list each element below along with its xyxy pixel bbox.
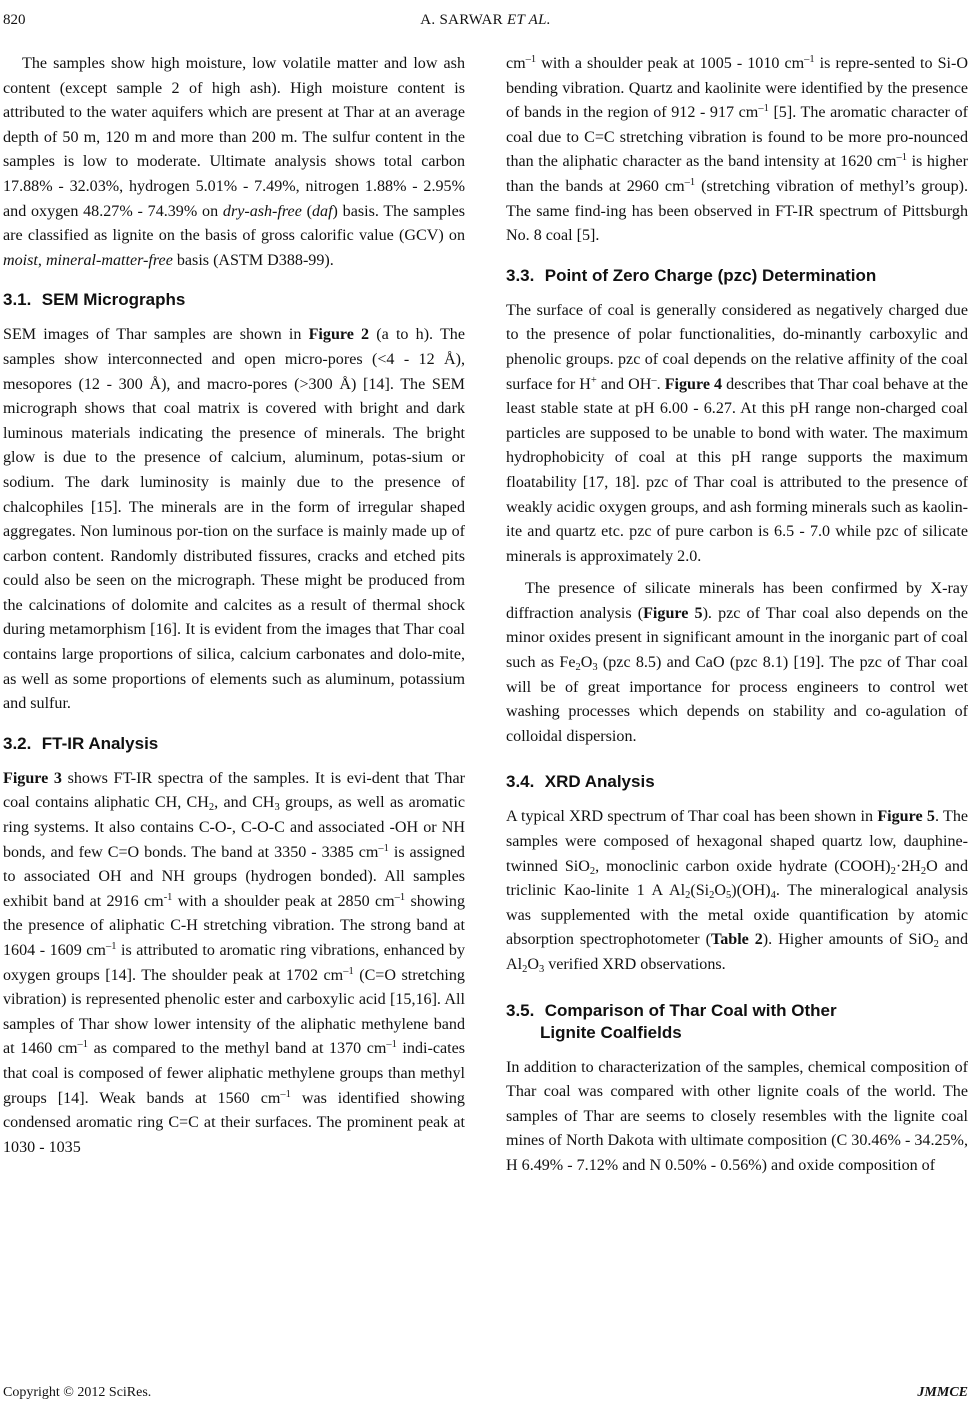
paragraph-ftir: Figure 3 shows FT-IR spectra of the samples. It is evi-dent that Thar coal contains aliphatic CH, $CH_2$, and $CH_3$ groups, as well as aromatic ring systems. It also contains C-O-, C-O-C and associated -OH or NH bonds, and few C=O bonds. The band at 3350 - 3385 $cm^{-1}$ is assigned to associated OH and NH groups (hydrogen bonded). All samples exhibit band at 2916 $cm^{-1}$ with a shoulder peak at 2850 $cm^{-1}$ showing the presence of aliphatic C-H stretching vibration. The strong band at 1604 - 1609 $cm^{-1}$ is attributed to aromatic ring vibrations, enhanced by oxygen groups [14]. The shoulder peak at 1702 $cm^{-1}$ (C=O stretching vibration) is represented phenolic ester and carboxylic acid [15,16]. All samples of Thar show lower intensity of the aliphatic methylene band at 1460 $cm^{-1}$ as compared to the methyl band at 1370 $cm^{-1}$ indi-cates that coal is composed of fewer aliphatic methylene groups than methyl groups [14]. Weak bands at 1560 $cm^{-1}$ was identified showing condensed aromatic ring C=C at their surfaces. The prominent peak at 1030 - 1035: [3, 769, 466, 1156]
section-heading-3-5: 3.5. Comparison of Thar Coal with Other Lignite Coalfields: [506, 1000, 837, 1042]
paragraph-xrd: A typical XRD spectrum of Thar coal has been shown in Figure 5. The samples were composed of hexagonal shaped quartz low, dauphine-twinned SiO$_2$, monoclinic carbon oxide hydrate $(COOH)_2\cdot 2H_2O$ and triclinic Kao-linite 1 A $Al_2(Si_2O_5)(OH)_4$. The mineralogical analysis was supplemented with the metal oxide quantification by atomic absorption spectrophotometer (Table 2). Higher amounts of SiO$_2$ and $Al_2O_3$ verified XRD observations.: [506, 808, 969, 975]
left-column: [3, 52, 465, 1160]
section-heading-3-3: 3.3. Point of Zero Charge (pzc) Determination: [506, 265, 877, 285]
figure-ref[interactable]: Figure 5: [877, 808, 935, 826]
right-column: [506, 52, 968, 1179]
journal-name: JMMCE: [917, 1385, 968, 1400]
paragraph-pzc-1: The surface of coal is generally considered as negatively charged due to the presence of polar functionalities, do-minantly carboxylic and phenolic groups. pzc of coal depends on the relative affinity of the coal surface for H+ and OH–. Figure 4 describes that Thar coal behave at the least stable state at pH 6.00 - 6.27. At this pH range non-charged coal particles are supposed to be unable to bond with water. The maximum hydrophobicity of coal at this pH range supports the maximum floatability [17, 18]. pzc of Thar coal is attributed to the presence of weakly acidic oxygen groups, and ash forming minerals such as kaolin-ite and quartz etc. pzc of pure carbon is 6.5 - 7.0 while pzc of silicate minerals is approximately 2.0.: [506, 301, 969, 565]
figure-ref[interactable]: Figure 4: [664, 375, 723, 393]
figure-ref[interactable]: Figure 2: [308, 326, 370, 344]
table-ref[interactable]: Table 2: [710, 931, 763, 949]
section-heading-3-2: 3.2. FT-IR Analysis: [3, 733, 159, 753]
paragraph-ftir-continued: $cm^{-1}$ with a shoulder peak at 1005 - 1010 $cm^{-1}$ is repre-sented to Si-O bending vibration. Quartz and kaolinite were identified by the presence of bands in the region of 912 - 917 $cm^{-1}$ [5]. The aromatic character of coal due to C=C stretching vibration is found to be more pro-nounced than the aliphatic character as the band intensity at 1620 $cm^{-1}$ is higher than the bands at 2960 $cm^{-1}$ (stretching vibration of methyl’s group). The same find-ing has been observed in FT-IR spectrum of Pittsburgh No. 8 coal [5].: [506, 54, 969, 245]
figure-ref[interactable]: Figure 5: [643, 604, 703, 622]
paragraph-intro: The samples show high moisture, low volatile matter and low ash content (except sample 2 of high ash). High moisture content is attributed to the water aquifers which are present at Thar at an average depth of 50 m, 120 m and more than 200 m. The sulfur content in the samples is low to moderate. Ultimate analysis shows total carbon 17.88% - 32.03%, hydrogen 5.01% - 7.49%, nitrogen 1.88% - 2.95% and oxygen 48.27% - 74.39% on dry-ash-free (daf) basis. The samples are classified as lignite on the basis of gross calorific value (GCV) on moist, mineral-matter-free basis (ASTM D388-99).: [3, 55, 465, 269]
paragraph-pzc-2: The presence of silicate minerals has been confirmed by X-ray diffraction analysis (Figure 5). pzc of Thar coal also depends on the minor oxides present in significant amount in the inorganic part of coal such as $Fe_2O_3$ (pzc 8.5) and CaO (pzc 8.1) [19]. The pzc of Thar coal will be of great importance for process engineers to control wet washing processes which depends on stability and co-agulation of colloidal dispersion.: [506, 580, 968, 745]
page-number: 820: [3, 12, 26, 28]
section-heading-3-1: 3.1. SEM Micrographs: [3, 290, 186, 310]
paragraph-sem: SEM images of Thar samples are shown in Figure 2 (a to h). The samples show interconnected and open micro-pores (<4 - 12 Å), mesopores (12 - 300 Å), and macro-pores (>300 Å) [14]. The SEM micrograph shows that coal matrix is covered with bright and dark luminous materials indicating the presence of minerals. The bright glow is due to the presence of calcium, aluminum, potas-sium or sodium. The dark luminosity is mainly due to the presence of chalcophiles [15]. The minerals are in the form of irregular shaped aggregates. Non luminous por-tion on the surface is mainly made up of carbon content. Randomly distributed fissures, cracks and etched pits could also be seen on the micrograph. These might be produced from the calcinations of dolomite and calcites as a result of thermal shock during metamorphism [16]. It is evident from the images that Thar coal contains large proportions of silica, calcium carbonates and dolo-mite, as well as some proportions of elements such as aluminum, potassium and sulfur.: [3, 326, 465, 713]
page-header: [0, 12, 971, 36]
figure-ref[interactable]: Figure 3: [3, 769, 62, 787]
running-title: A. SARWAR ET AL.: [420, 12, 551, 28]
copyright-notice: Copyright © 2012 SciRes.: [3, 1385, 152, 1400]
paragraph-comparison: In addition to characterization of the samples, chemical composition of Thar coal was compared with other lignite coals of the world. The samples of Thar are seems to closely resembles with the lignite coal mines of North Dakota with ultimate composition (C 30.46% - 34.25%, H 6.49% - 7.12% and N 0.50% - 0.56%) and oxide composition of: [506, 1058, 968, 1174]
section-heading-3-4: 3.4. XRD Analysis: [506, 772, 655, 792]
